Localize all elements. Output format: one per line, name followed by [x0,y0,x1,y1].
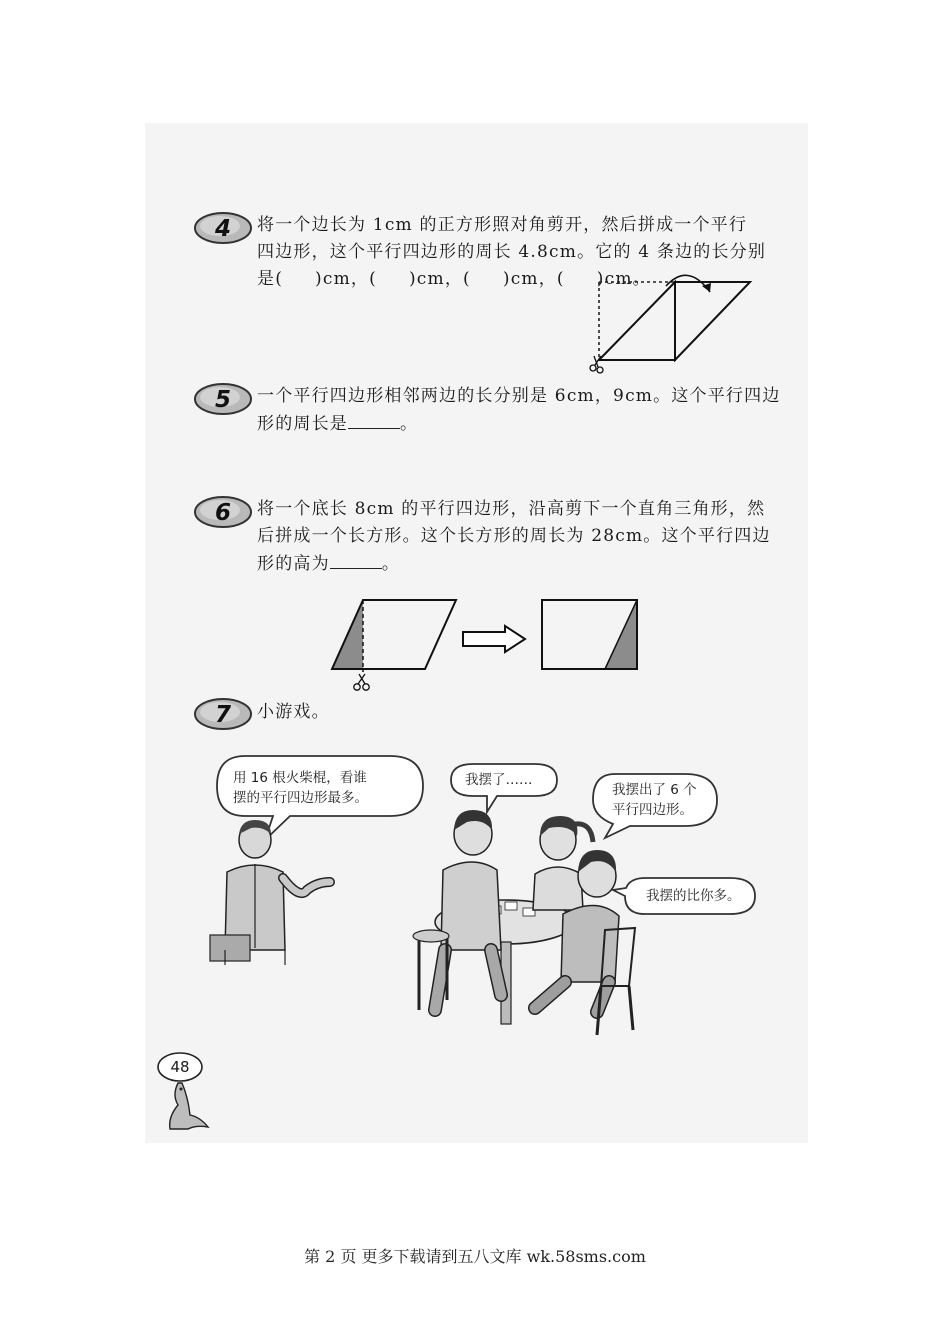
teacher-figure [210,820,330,965]
answer-unit-2: )cm，( [408,269,471,289]
question-6-line-2: 后拼成一个长方形。这个长方形的周长为 28cm。这个平行四边 [257,526,771,546]
footer-download-note: 第 2 页 更多下载请到五八文库 wk.58sms.com [304,1247,646,1266]
teacher-speech-line-1: 用 16 根火柴棍，看谁 [233,770,367,786]
question-number-4: 4 [214,216,232,242]
boy-2-speech [646,886,741,906]
question-6-line-3-text: 形的高为 [257,554,330,574]
question-7-text [257,699,762,726]
question-number-badge-7 [193,697,255,731]
boy-figure-1 [413,810,501,1010]
teacher-speech-line-2: 摆的平行四边形最多。 [233,790,368,806]
question-number-7: 7 [214,702,232,728]
girl-speech-line-2: 平行四边形。 [612,802,693,818]
scissors-icon [354,674,369,690]
question-5-line-2-text: 形的周长是 [257,414,348,434]
answer-blank-q6 [330,550,382,569]
answer-unit-3: )cm，( [502,269,565,289]
question-5-line-1: 一个平行四边形相邻两边的长分别是 6cm，9cm。这个平行四边 [257,386,781,406]
question-5-text [257,383,781,438]
answer-blank-q5 [348,410,400,429]
page-number: 48 [170,1058,190,1076]
question-5-line-2 [257,410,762,438]
answer-prefix: 是( [257,269,284,289]
answer-unit-4: )cm。 [596,269,651,289]
answer-unit-1: )cm，( [315,269,377,289]
question-number-6: 6 [214,500,232,526]
question-number-5: 5 [214,387,232,413]
question-6-line-3 [257,550,762,578]
boy-speech-line-1: 我摆了…… [465,772,533,788]
transform-arrow-icon [463,626,525,652]
question-4-line-1: 将一个边长为 1cm 的正方形照对角剪开，然后拼成一个平行 [257,215,748,235]
boy-speech [465,770,533,790]
question-number-badge-5 [193,382,255,416]
girl-speech-line-1: 我摆出了 6 个 [612,782,697,798]
question-4-line-2: 四边形，这个平行四边形的周长 4.8cm。它的 4 条边的长分别 [257,242,767,262]
teacher-speech [233,768,368,808]
question-6-line-1: 将一个底长 8cm 的平行四边形，沿高剪下一个直角三角形，然 [257,499,766,519]
question-5-suffix: 。 [400,414,419,434]
question-6-text [257,496,771,578]
parallelogram-to-rectangle-diagram [320,592,650,697]
question-number-badge-6 [193,495,255,529]
question-number-badge-4 [193,211,255,245]
question-7-line-1: 小游戏。 [257,702,330,722]
boy-2-speech-line-1: 我摆的比你多。 [646,888,741,904]
girl-speech [612,780,697,820]
square-cut-diagram [580,268,760,378]
question-6-suffix: 。 [381,554,401,574]
